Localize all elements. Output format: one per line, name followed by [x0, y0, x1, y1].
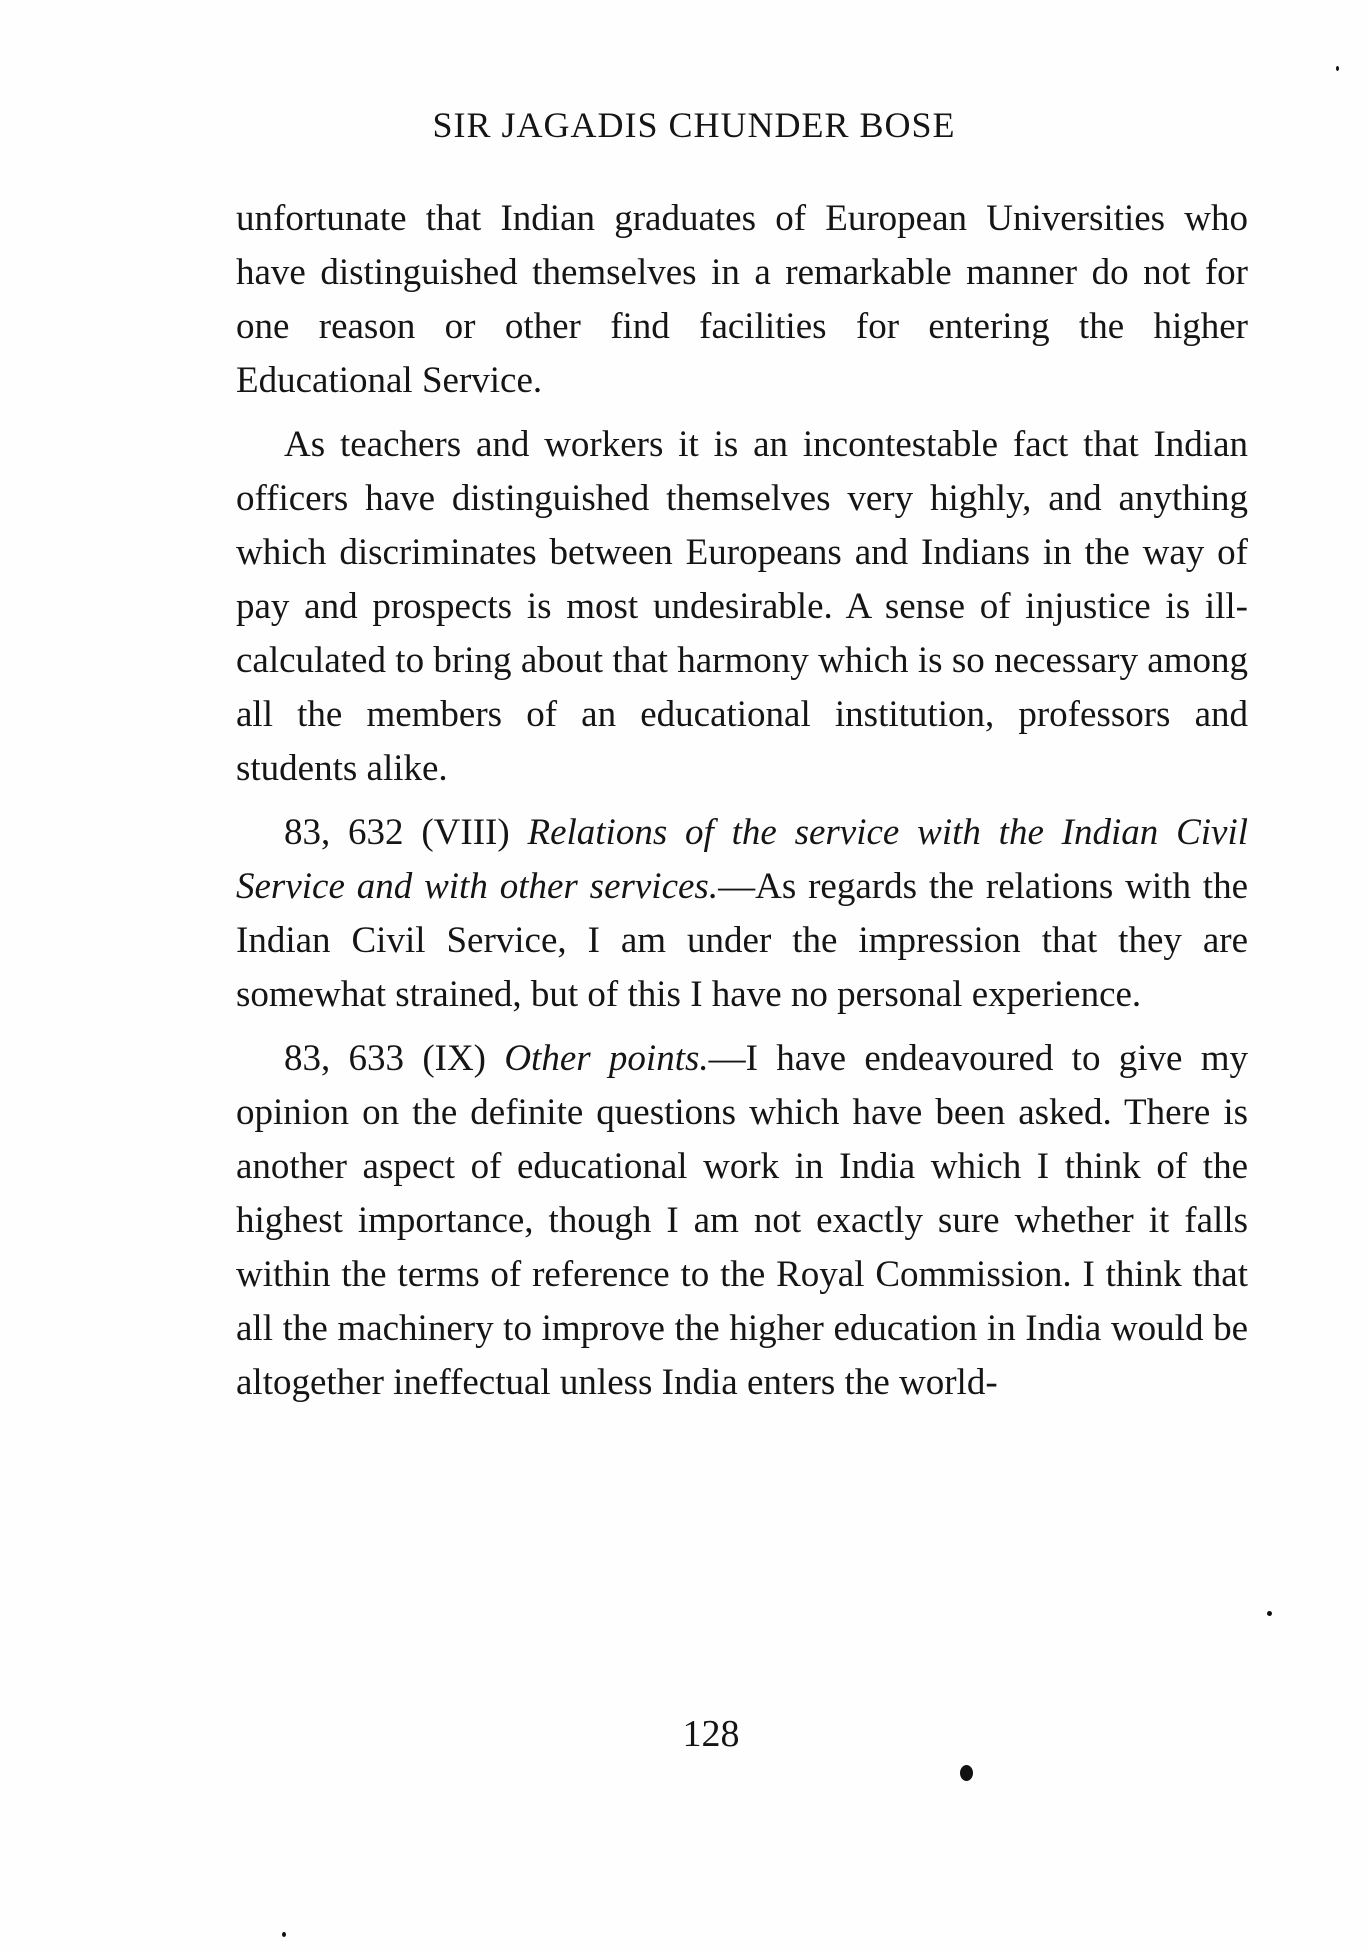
ink-spot	[960, 1765, 973, 1781]
paragraph-text: unfortunate that Indian graduates of European Universities who have distinguished themselves in a remarkable manner do not for one reason or other find facilities for entering the higher Educational Service.	[236, 198, 1248, 401]
paragraph-83633	[236, 1032, 1248, 1410]
ink-speck	[1267, 1611, 1272, 1616]
section-heading: Relations of the service with the Indian Civil Service and with other services.	[236, 812, 1249, 907]
section-heading: Other points.	[504, 1038, 709, 1079]
page-number: 128	[682, 1713, 740, 1755]
paragraph-text: —As regards the relations with the Indian Civil Service, I am under the impression that they are somewhat strained, but of this I have no personal experience.	[236, 866, 1249, 1015]
paragraph-number: 83, 632 (VIII)	[284, 812, 510, 853]
ink-speck	[1336, 66, 1339, 71]
paragraph-continuation	[236, 192, 1248, 408]
running-header: SIR JAGADIS CHUNDER BOSE	[432, 105, 956, 145]
paragraph-text: As teachers and workers it is an incontestable fact that Indian officers have distinguished themselves very highly, and anything which discriminates between Europeans and Indians in the way of pay and prospects is most undesirable. A sense of injustice is ill-calculated to bring about that harmony which is so necessary among all the members of an educational institution, professors and students alike.	[236, 424, 1248, 789]
paragraph-teachers	[236, 418, 1248, 796]
page-body	[236, 192, 1248, 1410]
paragraph-83632	[236, 806, 1248, 1022]
paragraph-text: —I have endeavoured to give my opinion on the definite questions which have been asked. There is another aspect of educational work in India which I think of the highest importance, though I am not exactly sure whether it falls within the terms of reference to the Royal Commission. I think that all the machinery to improve the higher education in India would be altogether ineffectual unless India enters the world-	[236, 1038, 1249, 1403]
ink-speck	[282, 1932, 286, 1937]
paragraph-number: 83, 633 (IX)	[284, 1038, 487, 1079]
